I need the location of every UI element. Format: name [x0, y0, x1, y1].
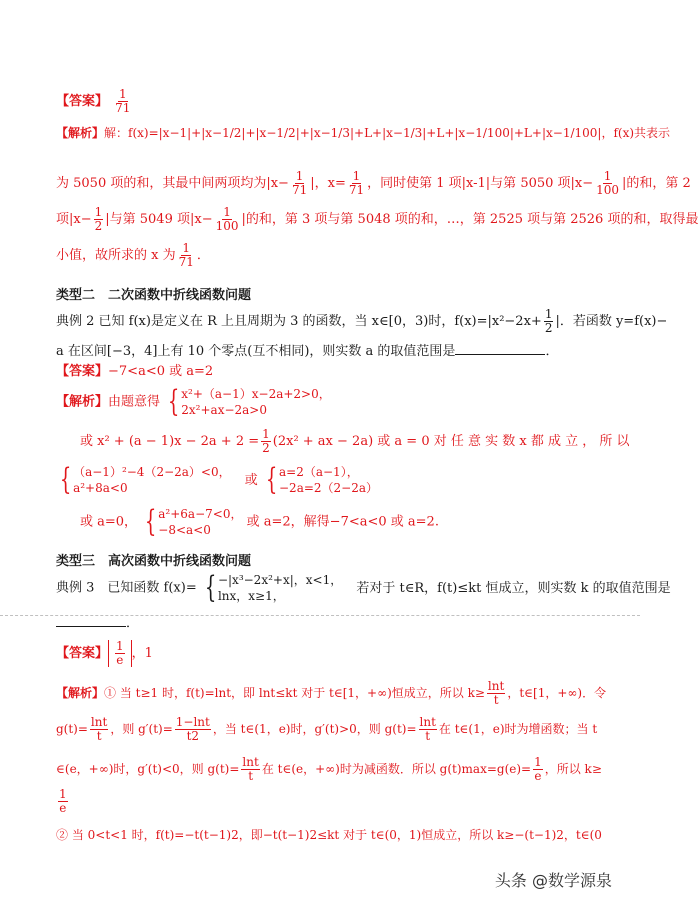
answer-row-2: 【答案】−7<a<0 或 a=2 — [56, 364, 214, 379]
analysis-line-8: g(t)= $\frac{\ln t}{t}$ ，则 g′(t)= $\frac{1-\ln t}{t2}$ ，当 t∈(1，e)时，g′(t)>0，则 g(t)= $\frac{\ln t}{t}$ 在 t∈(1，e)时为增函数；当 t — [56, 715, 598, 743]
answer-label: 【答案】 — [56, 94, 109, 109]
answer-text: −7<a<0 或 a=2 — [108, 364, 214, 379]
analysis-line-3: 项|x− $\frac{1}{2}$ |与第 5049 项|x− $\frac{1}{100}$ |的和，第 3 项与第 5048 项的和，…，第 2525 项与第 2526 项的和，取得最 — [56, 205, 698, 233]
analysis-line-4: 小值，故所求的 x 为 $\frac{1}{71}$ ． — [56, 241, 210, 269]
answer-row-3: 【答案】 $\frac{1}{e}$ ，1 — [56, 639, 153, 667]
analysis-row-3: 【解析】① 当 t≥1 时，f(t)=lnt，即 lnt≤kt 对于 t∈[1，+∞)恒成立，所以 k≥ $\frac{\ln t}{t}$ ，t∈[1，+∞)．令 — [56, 679, 607, 707]
answer-blank[interactable] — [455, 342, 545, 355]
analysis-line-7: 或 a=0， { a²+6a−7<0， −8<a<0 或 a=2，解得−7<a<0 或 a=2. — [80, 504, 439, 539]
analysis-row-1 — [56, 124, 670, 141]
watermark: 头条 @数学源泉 — [494, 871, 612, 890]
analysis-line-10: $\frac{1}{e}$ — [59, 787, 67, 815]
analysis-line-1: 解：f(x)=|x−1|+|x−1/2|+|x−1/2|+|x−1/3|+L+|x−1/3|+L+|x−1/100|+L+|x−1/100|，f(x)共表示 — [104, 126, 671, 140]
answer-interval: $\frac{1}{e}$ — [108, 640, 132, 667]
system-2: （a−1）²−4（2−2a）<0， a²+8a<0 — [73, 465, 231, 495]
question-line-1: 典例 2 已知 f(x)是定义在 R 上且周期为 3 的函数，当 x∈[0，3)时，f(x)=|x²−2x+ $\frac{1}{2}$ |．若函数 y=f(x)− — [56, 307, 668, 335]
system-4: a²+6a−7<0， −8<a<0 — [158, 507, 243, 537]
analysis-line-9: ∈(e，+∞)时，g′(t)<0，则 g(t)= $\frac{\ln t}{t}$ 在 t∈(e，+∞)时为减函数．所以 g(t)max=g(e)= $\frac{1}{e}$ ，所以 k≥ — [56, 755, 602, 783]
analysis-label: 【解析】 — [56, 126, 105, 140]
section-title-type3: 类型三 高次函数中折线函数问题 — [56, 554, 252, 569]
system-1: x²+（a−1）x−2a+2>0， 2x²+ax−2a>0 — [181, 387, 331, 417]
analysis-line-2: 为 5050 项的和，其最中间两项均为|x− $\frac{1}{71}$ |，x= $\frac{1}{71}$ ，同时使第 1 项|x-1|与第 5050 项|x− $\frac{1}{100}$ |的和，第 2 — [56, 169, 691, 197]
answer-row-1 — [56, 88, 133, 115]
analysis-line-6: { （a−1）²−4（2−2a）<0， a²+8a<0 或 { a=2（a−1）， −2a=2（2−2a） — [59, 462, 379, 497]
section-title-type2: 类型二 二次函数中折线函数问题 — [56, 288, 252, 303]
system-3: a=2（a−1）， −2a=2（2−2a） — [279, 465, 379, 495]
analysis-line-11: ② 当 0<t<1 时，f(t)=−t(t−1)2，即−t(t−1)2≤kt 对于 t∈(0，1)恒成立，所以 k≥−(t−1)2，t∈(0 — [56, 828, 602, 842]
question-line-4: ． — [56, 612, 139, 631]
question-line-3: 典例 3 已知函数 f(x)= { −|x³−2x²+x|，x<1， lnx，x≥1， 若对于 t∈R，f(t)≤kt 恒成立，则实数 k 的取值范围是 — [56, 570, 671, 605]
piecewise-function: −|x³−2x²+x|，x<1， lnx，x≥1， — [217, 573, 343, 603]
analysis-row-2: 【解析】由题意得 { x²+（a−1）x−2a+2>0， 2x²+ax−2a>0 — [56, 384, 331, 419]
divider — [0, 615, 640, 616]
analysis-line-5: 或 x² + (a − 1)x − 2a + 2 = $\frac{1}{2}$ (2x² + ax − 2a) 或 a = 0 对 任 意 实 数 x 都 成 立 ， 所 以 — [80, 427, 630, 455]
question-line-2: a 在区间[−3，4]上有 10 个零点(互不相同)，则实数 a 的取值范围是 ． — [56, 344, 559, 359]
answer-fraction: $\frac{1}{71}$ — [115, 87, 131, 115]
